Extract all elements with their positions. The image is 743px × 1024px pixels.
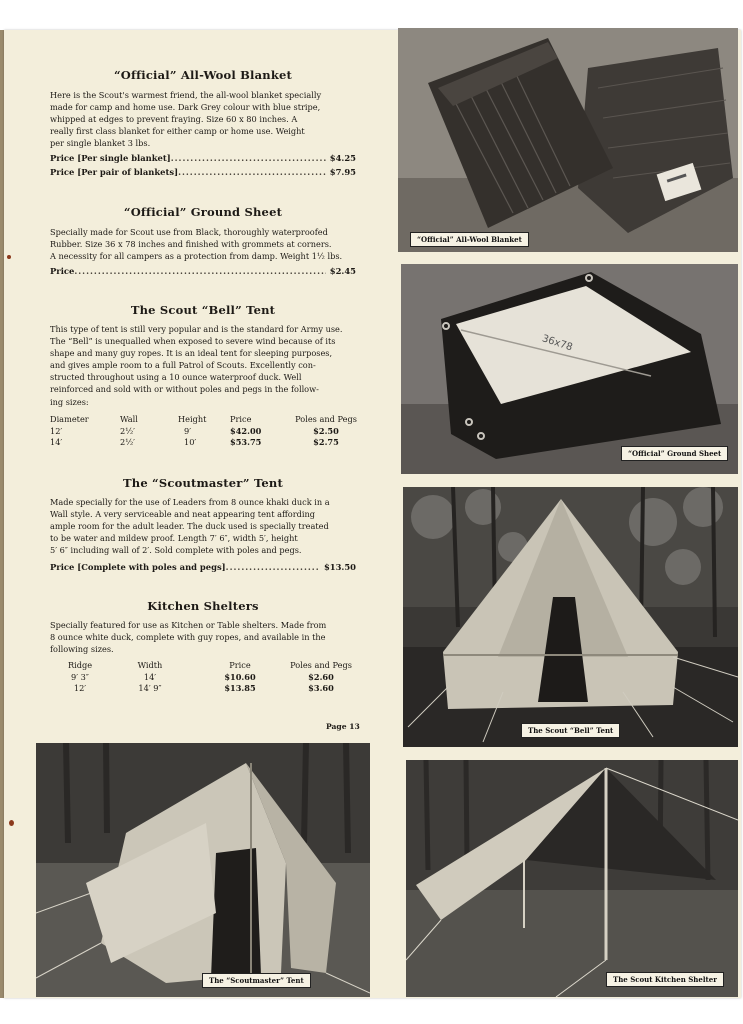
ground-sheet-illustration [401,264,738,474]
table-row [50,437,362,449]
text-line: really first class blanket for either camp or home use. Weight [50,126,305,137]
bell-tent-photo [403,487,738,747]
bell-tent-size-table [50,414,362,449]
blanket-photo [398,28,738,252]
table-cell: 9′ 3″ [71,671,89,682]
table-header-row [50,414,362,426]
text-line: ing sizes: [50,396,89,407]
scoutmaster-tent-illustration [36,743,370,997]
table-cell: $53.75 [230,437,262,447]
text-line: This type of tent is still very popular and is the standard for Army use. [50,324,343,334]
text-line: A necessity for all campers as a protection from damp. Weight 1½ lbs. [50,251,343,262]
blanket-single-price [50,153,356,163]
blanket-illustration [398,28,738,252]
column-header: Width [137,660,163,670]
text-line: 8 ounce white duck, complete with guy ropes, and available in the [50,632,326,643]
rust-spot [7,255,11,259]
scoutmaster-tent-title: The “Scoutmaster” Tent [123,476,283,490]
text-line: Made specially for the use of Leaders from 8 ounce khaki duck in a [50,497,330,507]
text-line: Here is the Scout's warmest friend, the all-wool blanket specially [50,90,322,100]
price-label: Price [Per pair of blankets] [50,167,179,177]
blanket-title: “Official” All-Wool Blanket [113,68,293,82]
bell-tent-description [50,323,356,408]
table-cell: $42.00 [230,425,262,436]
ground-sheet-price [50,266,356,276]
scoutmaster-caption: The “Scoutmaster” Tent [202,973,311,988]
price-label: Price [Complete with poles and pegs] [50,562,226,572]
table-cell: $2.50 [313,425,339,436]
text-line: and gives ample room to a full Patrol of Scouts. Excellently con- [50,360,316,371]
kitchen-shelter-photo [406,760,738,997]
bell-tent-caption: The Scout “Bell” Tent [521,723,620,738]
price-label: Price [Per single blanket] [50,153,171,163]
table-cell: 14′ 9″ [138,683,162,693]
text-line: ample room for the adult leader. The duck used is specially treated [50,521,329,532]
text-line: per single blanket 3 lbs. [50,138,151,149]
text-line: made for camp and home use. Dark Grey colour with blue stripe, [50,102,321,113]
text-line: 5′ 6″ including wall of 2′. Sold complete with poles and pegs. [50,545,302,556]
text-line: Specially made for Scout use from Black, thoroughly waterproofed [50,227,328,237]
text-line: to be water and mildew proof. Length 7′ 6″, width 5′, height [50,533,298,544]
table-cell: 12′ [50,425,63,436]
price-amount: $4.25 [329,153,356,163]
table-row [60,683,362,695]
text-line: Rubber. Size 36 x 78 inches and finished with grommets at corners. [50,239,332,250]
column-header: Height [178,414,207,424]
table-row [50,426,362,438]
column-header: Diameter [50,414,89,424]
blanket-description [50,89,356,149]
price-label: Price [50,266,75,276]
column-header: Price [230,414,252,424]
bell-tent-title: The Scout “Bell” Tent [130,303,276,317]
column-header: Poles and Pegs [295,414,357,424]
text-line: structed throughout using a 10 ounce waterproof duck. Well [50,372,302,383]
table-cell: $3.60 [308,683,334,693]
table-cell: 2½′ [120,425,136,436]
ground-sheet-title: “Official” Ground Sheet [123,205,283,219]
ground-sheet-description [50,226,356,262]
scoutmaster-tent-photo [36,743,370,997]
column-header: Price [229,660,251,670]
ground-sheet-caption: “Official” Ground Sheet [621,446,728,461]
bell-tent-illustration [403,487,738,747]
price-amount: $13.50 [323,562,356,572]
table-cell: 10′ [184,437,197,447]
price-amount: $2.45 [329,266,356,276]
kitchen-shelters-description [50,619,356,655]
text-line: following sizes. [50,644,114,655]
page-number: Page 13 [326,722,360,731]
column-header: Poles and Pegs [290,660,352,670]
table-cell: $2.60 [308,671,334,682]
ground-sheet-photo [401,264,738,474]
kitchen-shelters-title: Kitchen Shelters [147,599,259,613]
table-header-row [60,660,362,672]
kitchen-shelter-illustration [406,760,738,997]
table-cell: 12′ [73,683,87,693]
scoutmaster-tent-description [50,496,356,556]
column-header: Wall [120,414,138,424]
text-line: Specially featured for use as Kitchen or Table shelters. Made from [50,620,327,630]
sheet-marking: 36x78 [540,333,574,354]
text-line: whipped at edges to prevent fraying. Size 60 x 80 inches. A [50,114,298,125]
table-cell: 2½′ [120,437,136,447]
text-line: The “Bell” is unequalled when exposed to severe wind because of its [50,336,336,347]
price-amount: $7.95 [329,167,356,177]
table-cell: $10.60 [224,671,256,682]
table-cell: $2.75 [313,437,339,447]
rust-spot [9,820,14,826]
table-cell: 14′ [50,437,63,447]
column-header: Ridge [67,660,93,670]
table-cell: $13.85 [224,683,256,693]
table-cell: 9′ [184,425,192,436]
kitchen-shelter-size-table [60,660,362,695]
scoutmaster-tent-price [50,562,356,572]
text-line: shape and many guy ropes. It is an ideal tent for sleeping purposes, [50,348,333,359]
text-line: reinforced and sold with or without poles and pegs in the follow- [50,384,319,395]
blanket-caption: “Official” All-Wool Blanket [410,232,529,247]
blanket-pair-price [50,167,356,177]
text-line: Wall style. A very serviceable and neat appearing tent affording [50,509,316,520]
table-row [60,672,362,684]
kitchen-caption: The Scout Kitchen Shelter [606,972,724,987]
table-cell: 14′ [143,671,157,682]
